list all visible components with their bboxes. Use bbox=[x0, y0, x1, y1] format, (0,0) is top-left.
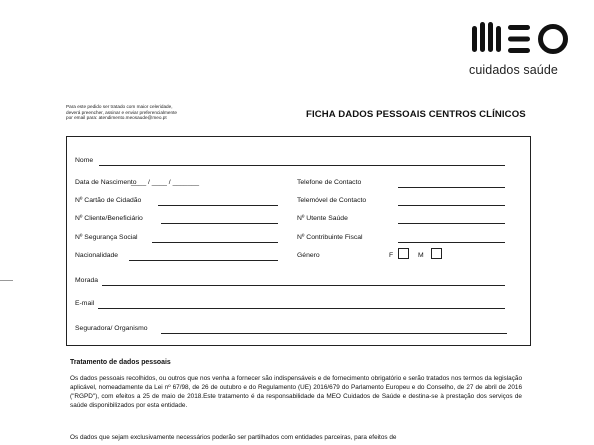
instructions-line: por email para: atendimento.meosaude@meo.pt bbox=[66, 115, 167, 121]
seguradora-field[interactable] bbox=[161, 333, 507, 334]
margin-mark bbox=[0, 280, 13, 281]
document-title: FICHA DADOS PESSOAIS CENTROS CLÍNICOS bbox=[306, 109, 526, 120]
genero-m-checkbox[interactable] bbox=[431, 248, 442, 259]
contribuinte-label: Nº Contribuinte Fiscal bbox=[297, 234, 363, 241]
cliente-beneficiario-field[interactable] bbox=[161, 223, 278, 224]
telemovel-label: Telemóvel de Contacto bbox=[297, 197, 367, 204]
data-nascimento-field[interactable]: ____ / ____ / _______ bbox=[131, 179, 200, 186]
genero-f-checkbox[interactable] bbox=[398, 248, 409, 259]
instructions-line: Para este pedido ser tratado com maior celeridade, bbox=[66, 104, 173, 109]
telemovel-field[interactable] bbox=[398, 205, 505, 206]
nacionalidade-label: Nacionalidade bbox=[75, 252, 119, 259]
seguranca-social-label: Nº Segurança Social bbox=[75, 234, 138, 241]
contribuinte-field[interactable] bbox=[398, 242, 505, 243]
genero-label: Género bbox=[297, 252, 320, 259]
morada-label: Morada bbox=[75, 277, 99, 284]
cartao-cidadao-field[interactable] bbox=[158, 205, 278, 206]
meo-logo bbox=[470, 18, 575, 60]
personal-data-form bbox=[66, 136, 531, 346]
email-label: E-mail bbox=[75, 300, 95, 307]
utente-saude-label: Nº Utente Saúde bbox=[297, 215, 348, 222]
nome-field[interactable] bbox=[99, 165, 505, 166]
privacy-title: Tratamento de dados pessoais bbox=[70, 359, 171, 366]
meo-logo-mark bbox=[470, 18, 575, 60]
utente-saude-field[interactable] bbox=[398, 223, 505, 224]
genero-f-label: F bbox=[389, 252, 394, 259]
instructions-note bbox=[66, 104, 226, 121]
morada-field[interactable] bbox=[102, 285, 505, 286]
telefone-label: Telefone de Contacto bbox=[297, 179, 362, 186]
privacy-paragraph: Os dados que sejam exclusivamente necessários poderão ser partilhados com entidades parceiras, para efeitos de bbox=[70, 434, 397, 441]
nacionalidade-field[interactable] bbox=[129, 260, 278, 261]
telefone-field[interactable] bbox=[398, 187, 505, 188]
genero-m-label: M bbox=[418, 252, 424, 259]
brand-subtitle: cuidados saúde bbox=[469, 63, 558, 77]
seguradora-label: Seguradora/ Organismo bbox=[75, 325, 148, 332]
email-field[interactable] bbox=[98, 308, 505, 309]
cliente-beneficiario-label: Nº Cliente/Beneficiário bbox=[75, 215, 143, 222]
nome-label: Nome bbox=[75, 157, 94, 164]
seguranca-social-field[interactable] bbox=[152, 242, 278, 243]
cartao-cidadao-label: Nº Cartão de Cidadão bbox=[75, 197, 142, 204]
instructions-line: deverá preencher, assinar e enviar preferencialmente bbox=[66, 109, 178, 115]
data-nascimento-label: Data de Nascimento bbox=[75, 179, 137, 186]
privacy-paragraph: Os dados pessoais recolhidos, ou outros que nos venha a fornecer são indispensáveis e de fornecimento obrigatório e serão tratados nos termos da legislação aplicável, nomeadamente da Lei nº 67/98, de 26 de outubro e do Regulamento (UE) 2016/679 do Parlamento Europeu e do Conselho, de 27 de abril de 2016 ("RGPD"), com efeitos a 25 de maio de 2018.Este tratamento é da responsabilidade da MEO Cuidados de Saúde e destina-se à prestação dos serviços de saúde disponibilizados por esta entidade. bbox=[70, 375, 522, 409]
